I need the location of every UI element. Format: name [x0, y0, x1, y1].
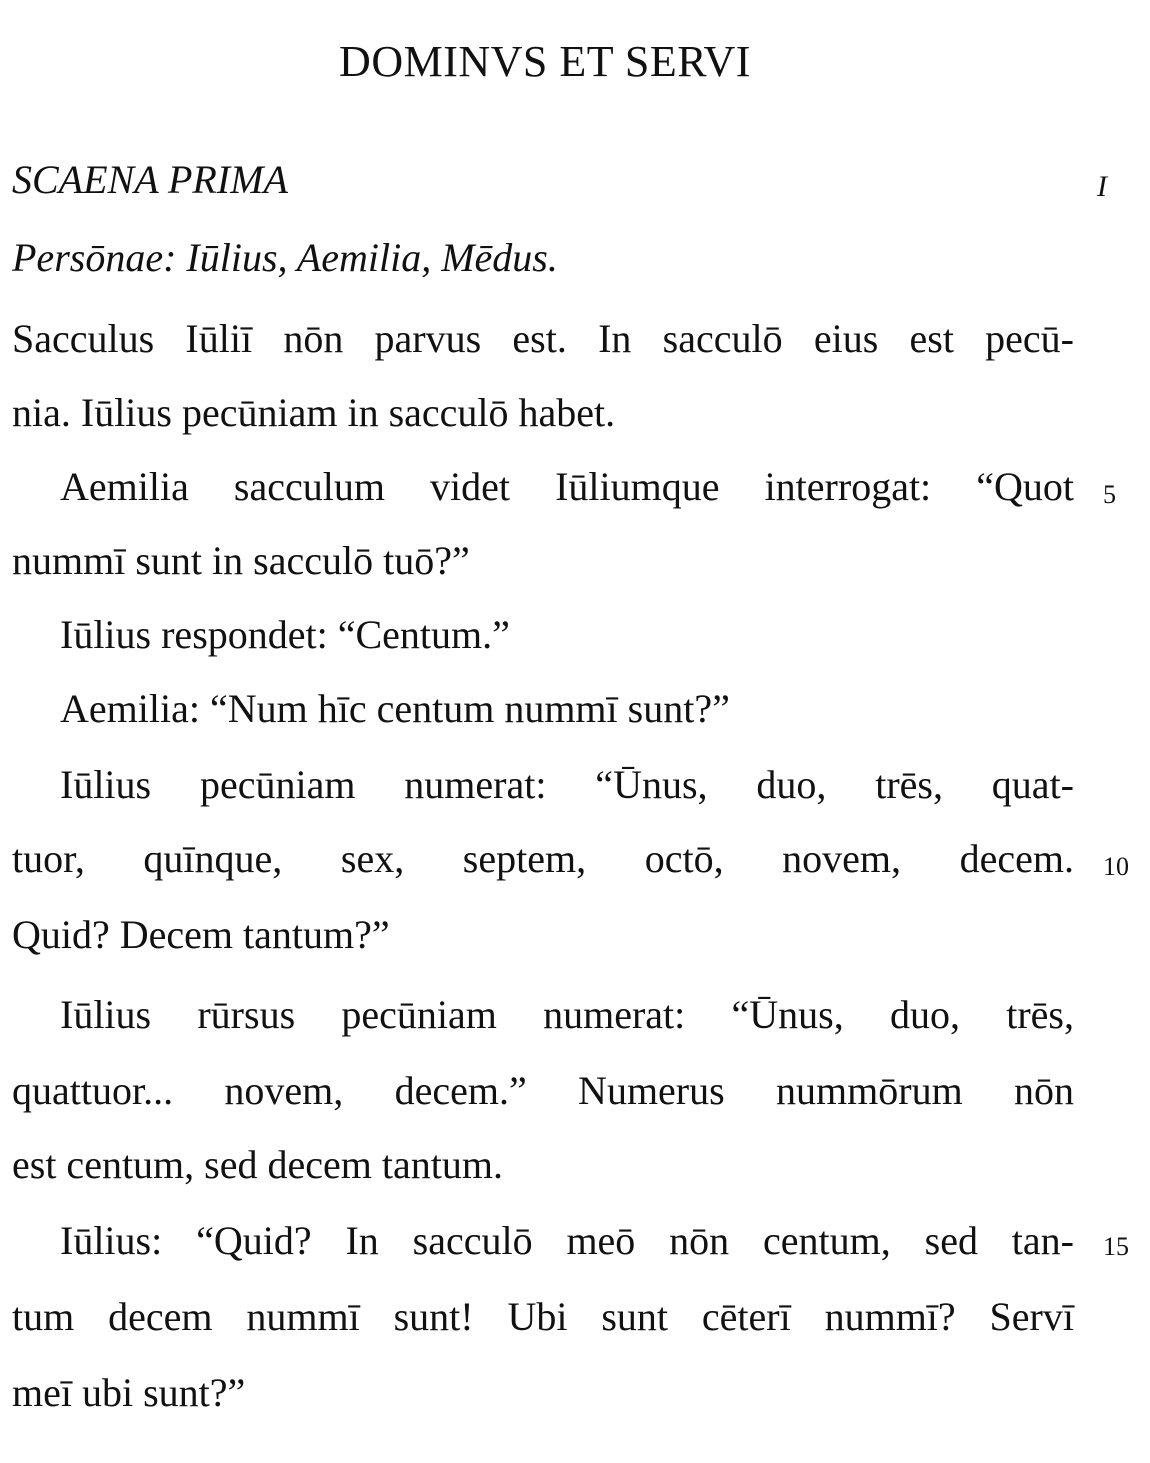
text-line: Quid? Decem tantum?” [12, 912, 390, 957]
text-line: quattuor... novem, decem.” Numerus nummōrum nōn [12, 1068, 1074, 1113]
text-line: Iūlius pecūniam numerat: “Ūnus, duo, trēs, quat- [60, 762, 1074, 807]
text-line: tum decem nummī sunt! Ubi sunt cēterī nummī? Servī [12, 1294, 1074, 1339]
text-line: tuor, quīnque, sex, septem, octō, novem, decem. [12, 836, 1074, 881]
personae-line: Persōnae: Iūlius, Aemilia, Mēdus. [12, 235, 558, 280]
line-number-15: 15 [1103, 1232, 1129, 1261]
scene-heading: SCAENA PRIMA [12, 157, 288, 202]
text-line: est centum, sed decem tantum. [12, 1142, 503, 1187]
text-line: nia. Iūlius pecūniam in sacculō habet. [12, 390, 616, 435]
text-line: Aemilia: “Num hīc centum nummī sunt?” [60, 686, 730, 731]
text-line: Iūlius rūrsus pecūniam numerat: “Ūnus, duo, trēs, [60, 992, 1074, 1037]
text-line: Sacculus Iūliī nōn parvus est. In sacculō eius est pecū- [12, 316, 1074, 361]
line-number-10: 10 [1103, 852, 1129, 881]
lesson-marker: I [1097, 170, 1107, 203]
text-line: Iūlius respondet: “Centum.” [60, 612, 510, 657]
line-number-5: 5 [1103, 480, 1116, 509]
text-line: meī ubi sunt?” [12, 1370, 246, 1415]
text-line: Aemilia sacculum videt Iūliumque interrogat: “Quot [60, 464, 1074, 509]
chapter-title: DOMINVS ET SERVI [339, 37, 751, 86]
text-line: nummī sunt in sacculō tuō?” [12, 538, 470, 583]
text-line: Iūlius: “Quid? In sacculō meō nōn centum, sed tan- [60, 1218, 1074, 1263]
